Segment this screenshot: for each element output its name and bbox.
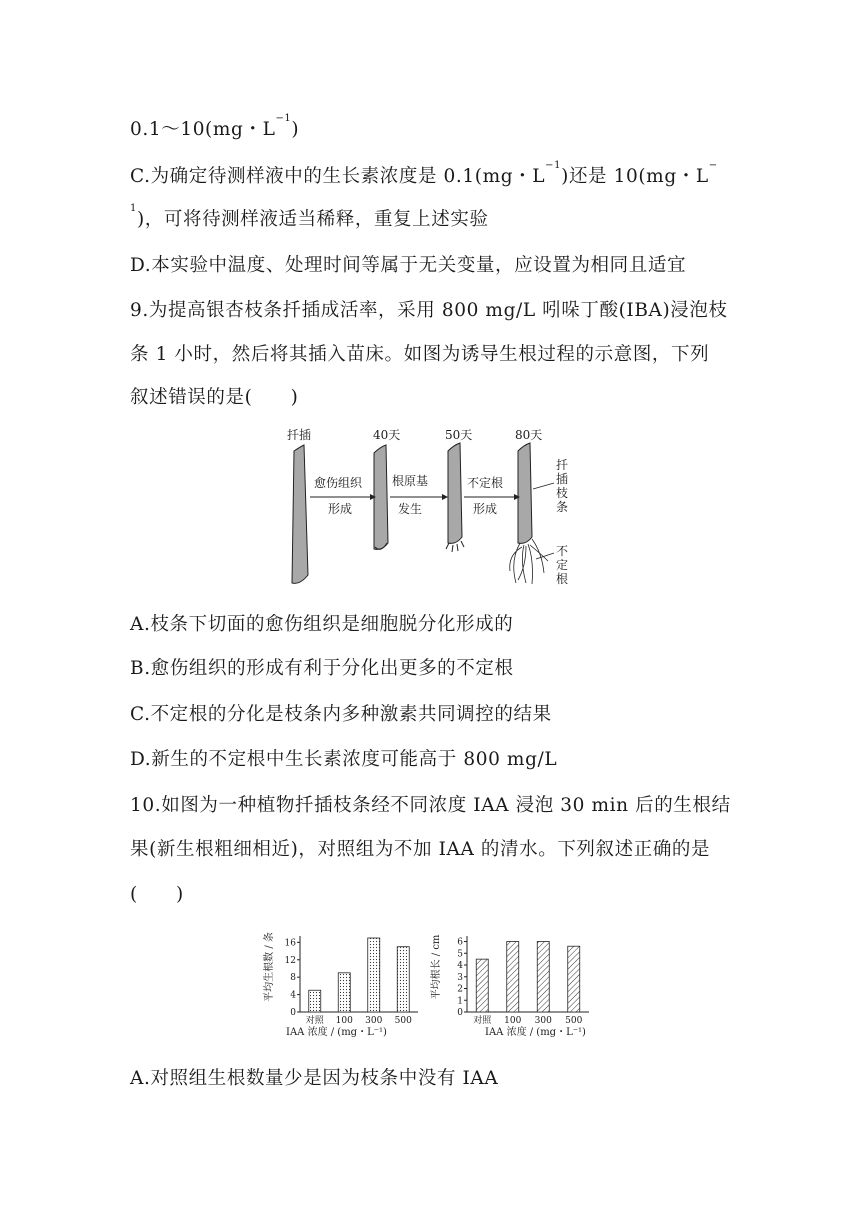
text: )还是 10(mg・L [561,166,709,187]
text: C.为确定待测样液中的生长素浓度是 0.1(mg・L [130,166,546,187]
branch-1 [292,445,308,583]
x-tick-label: 100 [504,1016,522,1026]
y-tick-label: 0 [457,1008,463,1018]
y-axis-label: 平均生根数 / 条 [264,932,275,1002]
question-10-line2: 果(新生根粗细相近)，对照组为不加 IAA 的清水。下列叙述正确的是 [130,839,711,860]
bar [397,947,409,1012]
root-count-chart [258,925,423,1045]
x-axis-label: IAA 浓度 / (mg・L⁻¹) [485,1027,586,1038]
leader-line [533,483,554,489]
question-9-line1: 9.为提高银杏枝条扦插成活率，采用 800 mg/L 吲哚丁酸(IBA)浸泡枝 [130,300,728,321]
bar [309,990,321,1012]
y-tick-label: 16 [284,938,296,949]
option-10a: A.对照组生根数量少是因为枝条中没有 IAA [130,1068,499,1089]
option-9c: C.不定根的分化是枝条内多种激素共同调控的结果 [130,704,552,725]
x-tick-label: 500 [565,1016,583,1026]
arrow-label: 根原基 [392,474,429,488]
side-label: 定 [556,558,569,572]
bar [507,942,519,1012]
side-label: 扦 [556,458,569,472]
bar [537,942,549,1012]
y-tick-label: 4 [457,961,463,972]
option-9d: D.新生的不定根中生长素浓度可能高于 800 mg/L [130,749,558,770]
bar [568,946,580,1012]
stage-label: 80天 [515,428,543,442]
side-label: 不 [556,544,569,558]
side-label: 插 [556,472,569,486]
option-8c-cont [130,205,489,231]
rooting-process-diagram [270,425,590,595]
text: )，可将待测样液适当稀释，重复上述实验 [136,209,489,230]
superscript: −1 [275,113,292,124]
y-tick-label: 6 [457,937,463,948]
superscript: − [708,160,718,171]
y-tick-label: 12 [284,955,296,966]
stage-label: 40天 [373,428,401,442]
option-8c [130,162,718,188]
text: ) [291,119,300,140]
arrow-label: 发生 [398,502,423,516]
branch-2 [374,445,388,549]
y-axis-label: 平均根长 / cm [431,934,442,1000]
y-tick-label: 8 [290,973,296,984]
bar [368,938,380,1012]
question-10-line1: 10.如图为一种植物扦插枝条经不同浓度 IAA 浸泡 30 min 后的生根结 [130,795,731,816]
question-9-line3: 叙述错误的是( ) [130,387,299,408]
x-tick-label: 对照 [473,1016,492,1026]
y-tick-label: 2 [457,984,463,995]
branch-3 [448,443,462,543]
arrow-label: 形成 [328,502,353,516]
superscript: −1 [545,160,562,171]
superscript: 1 [130,203,137,214]
arrowhead [442,494,448,500]
side-label: 条 [556,500,569,514]
option-8d: D.本实验中温度、处理时间等属于无关变量，应设置为相同且适宜 [130,255,687,276]
arrow-label: 形成 [473,502,498,516]
x-tick-label: 对照 [305,1016,324,1026]
y-tick-label: 0 [290,1008,296,1018]
bar [338,973,350,1012]
bar [476,959,488,1012]
side-label: 根 [556,572,569,586]
root-length-chart [425,925,595,1045]
side-label: 枝 [556,486,569,500]
x-axis-label: IAA 浓度 / (mg・L⁻¹) [286,1027,387,1038]
y-tick-label: 4 [290,990,296,1001]
arrow-label: 不定根 [467,476,504,490]
arrow-label: 愈伤组织 [314,476,363,490]
x-tick-label: 300 [534,1016,552,1026]
question-9-line2: 条 1 小时，然后将其插入苗床。如图为诱导生根过程的示意图，下列 [130,344,710,365]
line-range [130,115,299,141]
text: 0.1～10(mg・L [130,119,276,140]
option-9b: B.愈伤组织的形成有利于分化出更多的不定根 [130,658,514,679]
x-tick-label: 100 [335,1016,353,1026]
question-10-line3: ( ) [130,884,184,905]
y-tick-label: 5 [457,949,463,960]
stage-label: 扦插 [287,428,312,442]
y-tick-label: 1 [457,996,463,1007]
option-9a: A.枝条下切面的愈伤组织是细胞脱分化形成的 [130,614,514,635]
x-tick-label: 300 [365,1016,383,1026]
adventitious-roots [510,539,548,584]
stage-label: 50天 [445,428,473,442]
y-tick-label: 3 [457,972,463,983]
x-tick-label: 500 [394,1016,412,1026]
branch-4 [518,443,532,543]
